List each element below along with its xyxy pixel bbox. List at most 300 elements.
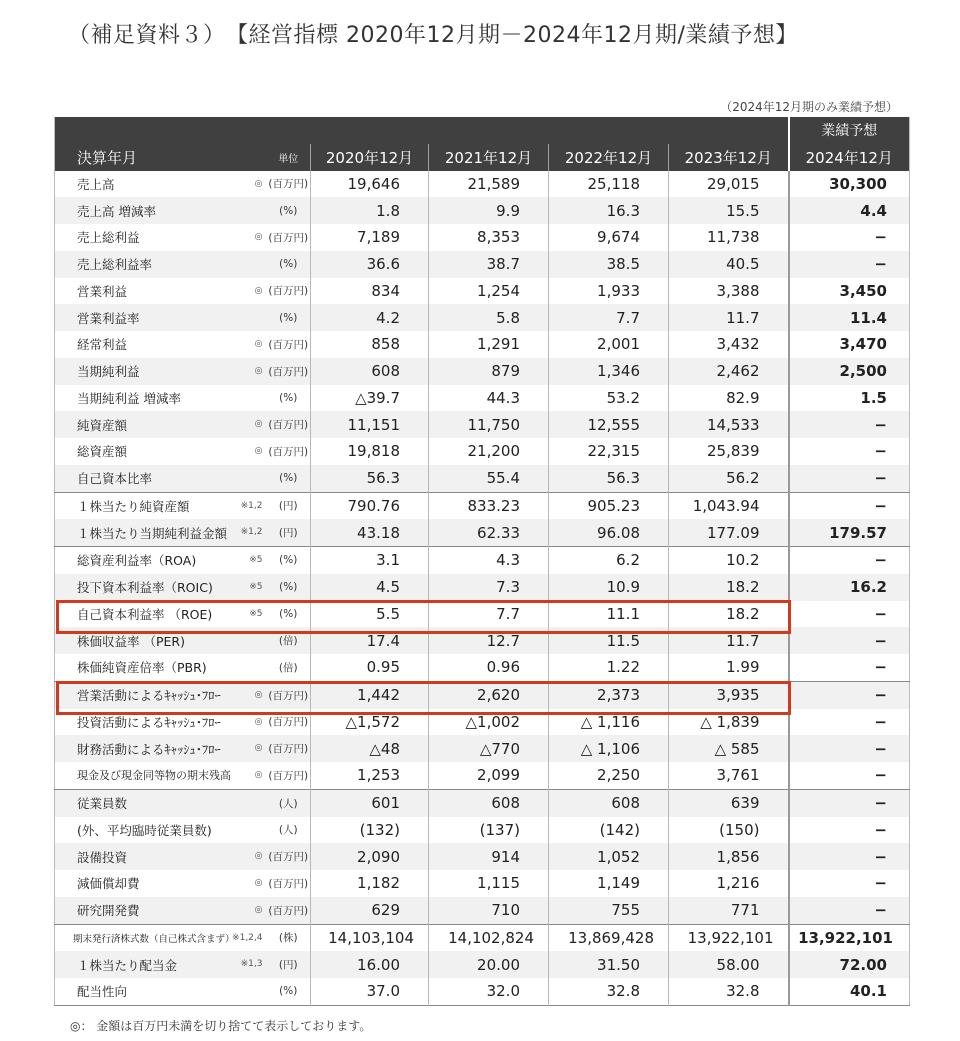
value-cell: 14,533 xyxy=(669,411,789,438)
row-label-text: 期末発行済株式数（自己株式含まず） xyxy=(73,934,235,946)
table-row xyxy=(55,627,910,654)
value-cell: 56.3 xyxy=(549,465,669,492)
table-row xyxy=(55,654,910,681)
row-label-text: 営業活動によるｷｬｯｼｭ･ﾌﾛｰ xyxy=(77,688,221,704)
row-label-text: 売上高 増減率 xyxy=(77,203,156,219)
row-label-text: １株当たり純資産額 xyxy=(77,498,190,514)
value-cell: 3,388 xyxy=(669,278,789,305)
row-unit: (%) xyxy=(279,391,298,404)
table-row xyxy=(55,843,910,870)
row-label xyxy=(55,224,267,251)
label-header: 決算年月 xyxy=(55,144,267,171)
value-cell: 5.5 xyxy=(311,601,429,628)
table-row xyxy=(55,978,910,1005)
value-cell: 1,442 xyxy=(311,681,429,708)
value-cell: 608 xyxy=(549,789,669,816)
forecast-cell: − xyxy=(789,492,910,519)
row-label xyxy=(55,385,267,412)
row-label-text: 現金及び現金同等物の期末残高 xyxy=(77,769,231,783)
row-unit: (%) xyxy=(279,985,298,998)
row-label xyxy=(55,411,267,438)
row-label-text: 株価純資産倍率（PBR) xyxy=(77,660,207,676)
table-row xyxy=(55,709,910,736)
value-cell: △770 xyxy=(429,735,549,762)
value-cell: 879 xyxy=(429,358,549,385)
value-cell: 608 xyxy=(429,789,549,816)
value-cell: 1,254 xyxy=(429,278,549,305)
row-unit: (百万円) xyxy=(267,735,311,762)
row-unit: (百万円) xyxy=(267,411,311,438)
forecast-cell: − xyxy=(789,465,910,492)
row-label xyxy=(55,492,267,519)
row-unit: (百万円) xyxy=(268,877,309,890)
value-cell: 914 xyxy=(429,843,549,870)
forecast-cell: − xyxy=(789,547,910,574)
table-row xyxy=(55,681,910,708)
table-row xyxy=(55,438,910,465)
value-cell: 20.00 xyxy=(429,951,549,978)
table-row xyxy=(55,331,910,358)
row-label xyxy=(55,924,267,951)
row-label-text: 営業利益率 xyxy=(77,310,140,326)
year-header: 2022年12月 xyxy=(549,144,669,171)
table-row xyxy=(55,411,910,438)
row-note-mark: ※1,2,4 xyxy=(232,932,263,943)
value-cell: 10.2 xyxy=(669,547,789,574)
row-label-text: 株価収益率 （PER) xyxy=(77,633,185,649)
value-cell: 14,103,104 xyxy=(311,924,429,951)
value-cell: 18.2 xyxy=(669,601,789,628)
value-cell: 32.0 xyxy=(429,978,549,1005)
table-row xyxy=(55,547,910,574)
row-label-text: 投下資本利益率（ROIC) xyxy=(77,580,213,596)
value-cell: 4.2 xyxy=(311,304,429,331)
year-header: 2020年12月 xyxy=(311,144,429,171)
row-note-mark: ※1,2 xyxy=(240,500,263,511)
row-label xyxy=(55,465,267,492)
row-label xyxy=(55,735,267,762)
row-note-mark: ◎ xyxy=(254,878,263,888)
forecast-cell: − xyxy=(789,411,910,438)
value-cell: 21,589 xyxy=(429,171,549,198)
row-label xyxy=(55,897,267,924)
table-row xyxy=(55,762,910,789)
forecast-cell: 2,500 xyxy=(789,358,910,385)
value-cell: 2,462 xyxy=(669,358,789,385)
value-cell: 53.2 xyxy=(549,385,669,412)
row-unit: (百万円) xyxy=(268,338,309,351)
value-cell: 40.5 xyxy=(669,251,789,278)
table-row xyxy=(55,492,910,519)
value-cell: 1,291 xyxy=(429,331,549,358)
forecast-cell: − xyxy=(789,601,910,628)
value-cell: 7.3 xyxy=(429,574,549,601)
forecast-cell: 4.4 xyxy=(789,197,910,224)
value-cell: 833.23 xyxy=(429,492,549,519)
row-note-mark: ◎ xyxy=(254,851,263,862)
value-cell: 7,189 xyxy=(311,224,429,251)
value-cell: 177.09 xyxy=(669,519,789,546)
table-row xyxy=(55,465,910,492)
row-unit: (倍) xyxy=(267,627,311,654)
value-cell: 43.18 xyxy=(311,519,429,546)
value-cell: 4.5 xyxy=(311,574,429,601)
forecast-cell: − xyxy=(789,438,910,465)
value-cell: 1.99 xyxy=(669,654,789,681)
table-row xyxy=(55,385,910,412)
value-cell: 790.76 xyxy=(311,492,429,519)
value-cell: 19,646 xyxy=(311,171,429,198)
row-note-mark: ◎ xyxy=(254,716,263,727)
value-cell: 1,856 xyxy=(669,843,789,870)
forecast-note: （2024年12月期のみ業績予想） xyxy=(720,100,898,114)
value-cell: 25,118 xyxy=(549,171,669,198)
row-label-text: 売上高 xyxy=(77,176,115,192)
value-cell: 1,253 xyxy=(311,762,429,789)
value-cell: 12.7 xyxy=(429,627,549,654)
row-unit: (百万円) xyxy=(267,897,311,924)
value-cell: 44.3 xyxy=(429,385,549,412)
value-cell: 16.00 xyxy=(311,951,429,978)
page-title: （補足資料３） 【経営指標 2020年12月期－2024年12月期/業績予想】 xyxy=(68,23,798,48)
forecast-cell: − xyxy=(789,654,910,681)
value-cell: 10.9 xyxy=(549,574,669,601)
value-cell: 4.3 xyxy=(429,547,549,574)
value-cell: 7.7 xyxy=(549,304,669,331)
row-note-mark: ◎ xyxy=(254,339,263,349)
row-label-text: 純資産額 xyxy=(77,417,128,433)
forecast-cell: − xyxy=(789,897,910,924)
value-cell: △1,002 xyxy=(429,709,549,736)
value-cell: 1,043.94 xyxy=(669,492,789,519)
header-row-years xyxy=(55,144,910,171)
table-row xyxy=(55,278,910,305)
row-label xyxy=(55,574,267,601)
value-cell: 36.6 xyxy=(311,251,429,278)
row-unit: (円) xyxy=(267,519,311,546)
value-cell: 11.5 xyxy=(549,627,669,654)
row-unit: (百万円) xyxy=(268,769,309,782)
value-cell: 1,115 xyxy=(429,870,549,897)
value-cell: 858 xyxy=(311,331,429,358)
row-label xyxy=(55,171,267,198)
row-unit: (人) xyxy=(278,824,298,837)
value-cell: 96.08 xyxy=(549,519,669,546)
row-label-text: 自己資本比率 xyxy=(77,471,153,487)
value-cell: 629 xyxy=(311,897,429,924)
row-label xyxy=(55,278,267,305)
row-unit: (百万円) xyxy=(268,231,309,244)
row-note-mark: ※5 xyxy=(249,581,263,592)
value-cell: 0.96 xyxy=(429,654,549,681)
row-label xyxy=(55,627,267,654)
row-label xyxy=(55,251,267,278)
value-cell: 22,315 xyxy=(549,438,669,465)
row-label xyxy=(55,601,267,628)
row-unit: (百万円) xyxy=(268,445,309,458)
value-cell: 2,090 xyxy=(311,843,429,870)
unit-header: 単位 xyxy=(267,144,311,171)
forecast-cell: − xyxy=(789,789,910,816)
row-unit: (百万円) xyxy=(268,716,309,729)
row-unit: (百万円) xyxy=(268,285,309,298)
row-label xyxy=(55,978,267,1005)
value-cell: 9.9 xyxy=(429,197,549,224)
value-cell: 14,102,824 xyxy=(429,924,549,951)
value-cell: 2,620 xyxy=(429,681,549,708)
table-row xyxy=(55,951,910,978)
forecast-cell: 179.57 xyxy=(789,519,910,546)
value-cell: 2,373 xyxy=(549,681,669,708)
value-cell: 38.7 xyxy=(429,251,549,278)
forecast-cell: − xyxy=(789,870,910,897)
row-unit: (円) xyxy=(267,951,311,978)
row-label xyxy=(55,709,267,736)
row-label-text: 配当性向 xyxy=(77,984,128,1000)
row-note-mark: ◎ xyxy=(254,689,263,700)
row-unit: (%) xyxy=(267,547,311,574)
row-unit: (%) xyxy=(279,607,298,620)
row-note-mark: ◎ xyxy=(254,285,263,296)
table-row xyxy=(55,519,910,546)
row-label-text: 売上総利益 xyxy=(77,230,140,246)
row-label-text: 総資産額 xyxy=(77,444,128,460)
value-cell: 56.3 xyxy=(311,465,429,492)
row-note-mark: ※5 xyxy=(249,555,263,565)
value-cell: 56.2 xyxy=(669,465,789,492)
value-cell: 710 xyxy=(429,897,549,924)
row-label xyxy=(55,843,267,870)
forecast-header: 業績予想 xyxy=(789,117,910,144)
row-label-text: 当期純利益 xyxy=(77,364,140,380)
value-cell: 3,935 xyxy=(669,681,789,708)
value-cell: 3,761 xyxy=(669,762,789,789)
value-cell: 3,432 xyxy=(669,331,789,358)
value-cell: 1,216 xyxy=(669,870,789,897)
value-cell: 38.5 xyxy=(549,251,669,278)
value-cell: △ 1,106 xyxy=(549,735,669,762)
value-cell: 608 xyxy=(311,358,429,385)
row-label-text: (外、平均臨時従業員数) xyxy=(77,822,212,838)
forecast-cell: − xyxy=(789,709,910,736)
value-cell: 58.00 xyxy=(669,951,789,978)
value-cell: 82.9 xyxy=(669,385,789,412)
value-cell: 3.1 xyxy=(311,547,429,574)
value-cell: 1,933 xyxy=(549,278,669,305)
table-row xyxy=(55,897,910,924)
value-cell: 11.1 xyxy=(549,601,669,628)
row-label xyxy=(55,519,267,546)
row-note-mark: ※5 xyxy=(249,608,263,619)
value-cell: △ 585 xyxy=(669,735,789,762)
forecast-cell: 72.00 xyxy=(789,951,910,978)
row-note-mark: ◎ xyxy=(254,178,263,189)
row-label xyxy=(55,358,267,385)
row-label xyxy=(55,870,267,897)
row-label-text: 従業員数 xyxy=(77,796,128,812)
value-cell: 6.2 xyxy=(549,547,669,574)
value-cell: 11,750 xyxy=(429,411,549,438)
table-row xyxy=(55,789,910,816)
row-note-mark: ◎ xyxy=(254,419,263,430)
row-label xyxy=(55,762,267,789)
value-cell: 29,015 xyxy=(669,171,789,198)
value-cell: 639 xyxy=(669,789,789,816)
row-label xyxy=(55,197,267,224)
row-unit: (百万円) xyxy=(267,843,311,870)
row-label-text: 総資産利益率（ROA) xyxy=(77,553,197,569)
table-row xyxy=(55,251,910,278)
row-unit: (%) xyxy=(267,465,311,492)
financial-indicators-table xyxy=(54,117,910,1006)
value-cell: 905.23 xyxy=(549,492,669,519)
row-label-text: 当期純利益 増減率 xyxy=(77,390,181,406)
row-note-mark: ◎ xyxy=(254,446,263,456)
row-unit: (円) xyxy=(267,492,311,519)
value-cell: 11,738 xyxy=(669,224,789,251)
row-unit: (%) xyxy=(267,251,311,278)
value-cell: 13,869,428 xyxy=(549,924,669,951)
value-cell: 1,346 xyxy=(549,358,669,385)
value-cell: △39.7 xyxy=(311,385,429,412)
forecast-cell: 3,450 xyxy=(789,278,910,305)
row-note-mark: ◎ xyxy=(254,743,263,754)
value-cell: 8,353 xyxy=(429,224,549,251)
header-row-forecast xyxy=(55,117,910,144)
value-cell: (142) xyxy=(549,817,669,844)
table-row xyxy=(55,574,910,601)
row-label-text: 経常利益 xyxy=(77,337,128,353)
value-cell: 18.2 xyxy=(669,574,789,601)
row-unit: (倍) xyxy=(278,661,298,674)
row-unit: (%) xyxy=(267,197,311,224)
value-cell: 15.5 xyxy=(669,197,789,224)
forecast-cell: 40.1 xyxy=(789,978,910,1005)
value-cell: 32.8 xyxy=(669,978,789,1005)
table-row xyxy=(55,224,910,251)
row-label xyxy=(55,331,267,358)
row-note-mark: ※1,3 xyxy=(240,959,263,970)
forecast-cell: − xyxy=(789,627,910,654)
forecast-cell: − xyxy=(789,251,910,278)
year-header: 2021年12月 xyxy=(429,144,549,171)
row-note-mark: ◎ xyxy=(254,904,263,915)
value-cell: 1,182 xyxy=(311,870,429,897)
value-cell: 17.4 xyxy=(311,627,429,654)
row-label xyxy=(55,438,267,465)
table-row xyxy=(55,304,910,331)
row-unit: (%) xyxy=(267,304,311,331)
value-cell: 9,674 xyxy=(549,224,669,251)
row-label-text: 設備投資 xyxy=(77,849,128,865)
value-cell: 1.22 xyxy=(549,654,669,681)
table-row xyxy=(55,171,910,198)
forecast-cell: 3,470 xyxy=(789,331,910,358)
table-row xyxy=(55,924,910,951)
value-cell: 5.8 xyxy=(429,304,549,331)
row-unit: (百万円) xyxy=(267,681,311,708)
forecast-cell: − xyxy=(789,843,910,870)
row-label-text: 営業利益 xyxy=(77,283,128,299)
value-cell: 12,555 xyxy=(549,411,669,438)
table-row xyxy=(55,358,910,385)
value-cell: 2,001 xyxy=(549,331,669,358)
value-cell: 21,200 xyxy=(429,438,549,465)
value-cell: 37.0 xyxy=(311,978,429,1005)
value-cell: 834 xyxy=(311,278,429,305)
row-label xyxy=(55,547,267,574)
row-note-mark: ◎ xyxy=(254,770,263,780)
row-unit: (人) xyxy=(267,789,311,816)
row-label-text: 売上総利益率 xyxy=(77,257,153,273)
year-header: 2024年12月 xyxy=(789,144,910,171)
value-cell: (132) xyxy=(311,817,429,844)
row-label-text: 投資活動によるｷｬｯｼｭ･ﾌﾛｰ xyxy=(77,714,221,730)
forecast-cell: 1.5 xyxy=(789,385,910,412)
value-cell: 7.7 xyxy=(429,601,549,628)
row-unit: (株) xyxy=(267,924,311,951)
value-cell: 11,151 xyxy=(311,411,429,438)
table-row xyxy=(55,601,910,628)
row-note-mark: ◎ xyxy=(254,232,263,242)
table-row xyxy=(55,870,910,897)
value-cell: 55.4 xyxy=(429,465,549,492)
value-cell: 771 xyxy=(669,897,789,924)
value-cell: △ 1,116 xyxy=(549,709,669,736)
value-cell: 2,099 xyxy=(429,762,549,789)
value-cell: 16.3 xyxy=(549,197,669,224)
value-cell: 11.7 xyxy=(669,304,789,331)
value-cell: 31.50 xyxy=(549,951,669,978)
value-cell: (150) xyxy=(669,817,789,844)
value-cell: 32.8 xyxy=(549,978,669,1005)
row-label-text: 財務活動によるｷｬｯｼｭ･ﾌﾛｰ xyxy=(77,741,221,757)
value-cell: 1,052 xyxy=(549,843,669,870)
forecast-cell: − xyxy=(789,817,910,844)
value-cell: 1,149 xyxy=(549,870,669,897)
value-cell: 755 xyxy=(549,897,669,924)
row-unit: (百万円) xyxy=(268,178,309,191)
forecast-cell: − xyxy=(789,224,910,251)
forecast-cell: 30,300 xyxy=(789,171,910,198)
row-label-text: 自己資本利益率 （ROE) xyxy=(77,606,213,622)
value-cell: △ 1,839 xyxy=(669,709,789,736)
value-cell: 1.8 xyxy=(311,197,429,224)
forecast-cell: 11.4 xyxy=(789,304,910,331)
table-row xyxy=(55,817,910,844)
forecast-cell: 13,922,101 xyxy=(789,924,910,951)
value-cell: 13,922,101 xyxy=(669,924,789,951)
row-label xyxy=(55,681,267,708)
footnote: ◎： 金額は百万円未満を切り捨てて表示しております。 xyxy=(70,1019,372,1033)
value-cell: △1,572 xyxy=(311,709,429,736)
value-cell: 0.95 xyxy=(311,654,429,681)
forecast-cell: − xyxy=(789,762,910,789)
forecast-cell: − xyxy=(789,681,910,708)
row-note-mark: ◎ xyxy=(254,365,263,376)
row-label xyxy=(55,789,267,816)
forecast-cell: − xyxy=(789,735,910,762)
value-cell: △48 xyxy=(311,735,429,762)
row-label xyxy=(55,304,267,331)
value-cell: 601 xyxy=(311,789,429,816)
value-cell: (137) xyxy=(429,817,549,844)
table-row xyxy=(55,735,910,762)
table-row xyxy=(55,197,910,224)
forecast-cell: 16.2 xyxy=(789,574,910,601)
row-label xyxy=(55,817,267,844)
value-cell: 25,839 xyxy=(669,438,789,465)
